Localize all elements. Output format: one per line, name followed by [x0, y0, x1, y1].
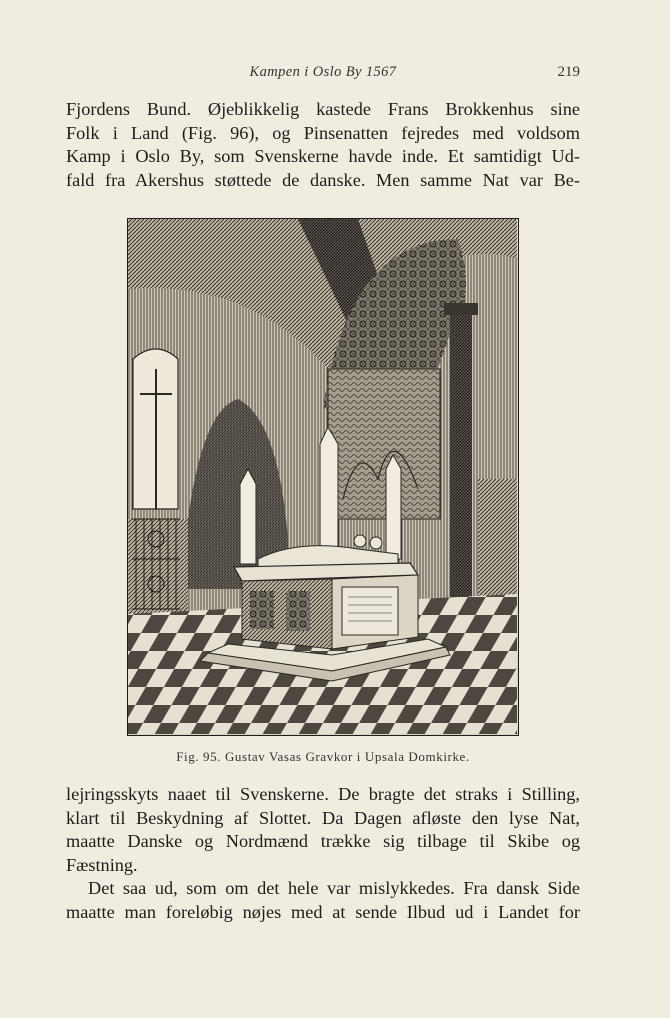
text-line: Det saa ud, som om det hele var mislykkedes. Fra dansk Side — [88, 878, 580, 898]
text-line: Fæstning. — [66, 854, 138, 875]
text-line: Kamp i Oslo By, som Svenskerne havde inde. Et samtidigt Ud- — [66, 146, 580, 167]
text-line: fald fra Akershus støttede de danske. Men samme Nat var Be- — [66, 169, 580, 190]
text-line: Fjordens Bund. Øjeblikkelig kastede Frans Brokkenhus sine — [66, 99, 580, 119]
paragraph-top — [66, 98, 580, 192]
figure-engraving — [127, 218, 519, 736]
running-title: Kampen i Oslo By 1567 — [249, 64, 397, 80]
text-line: klart til Beskydning af Slottet. Da Dagen afløste den lyse Nat, — [66, 807, 580, 828]
paragraph-bottom-2 — [66, 877, 580, 924]
paragraph-bottom-1 — [66, 783, 580, 877]
figure-caption: Fig. 95. Gustav Vasas Gravkor i Upsala Domkirke. — [176, 749, 470, 764]
text-line: maatte man foreløbig nøjes med at sende Ilbud ud i Landet for — [66, 901, 580, 922]
text-line: maatte Danske og Nordmænd trække sig tilbage til Skibe og — [66, 831, 580, 852]
text-line: lejringsskyts naaet til Svenskerne. De bragte det straks i Stilling, — [66, 784, 580, 804]
running-head — [66, 64, 580, 84]
text-line: Folk i Land (Fig. 96), og Pinsenatten fejredes med voldsom — [66, 122, 580, 143]
page-number: 219 — [557, 64, 580, 80]
